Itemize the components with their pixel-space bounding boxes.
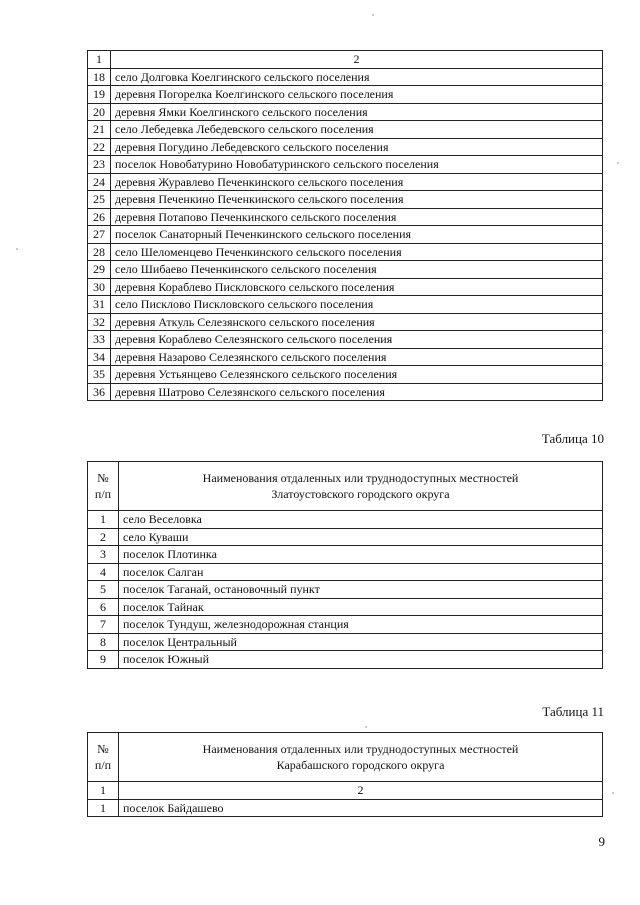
row-number-cell: 35 [88,366,111,384]
row-number-cell: 33 [88,331,111,349]
table-row [88,156,603,174]
settlement-name-cell: село Веселовка [119,511,603,529]
settlement-name-cell: деревня Шатрово Селезянского сельского поселения [111,383,603,401]
settlement-name-cell: деревня Погудино Лебедевского сельского поселения [111,138,603,156]
row-number-cell: 24 [88,173,111,191]
settlement-name-cell: поселок Новобатурино Новобатуринского сельского поселения [111,156,603,174]
table-row [88,313,603,331]
settlement-name-cell: поселок Санаторный Печенкинского сельского поселения [111,226,603,244]
table-row [88,331,603,349]
settlement-name-cell: деревня Журавлево Печенкинского сельского поселения [111,173,603,191]
settlement-name-cell: деревня Погорелка Коелгинского сельского поселения [111,86,603,104]
row-number-cell: 8 [88,633,119,651]
settlement-name-cell: село Шибаево Печенкинского сельского поселения [111,261,603,279]
row-number-cell: 3 [88,546,119,564]
table-column-number-row [88,51,603,69]
table-row [88,138,603,156]
table-row [88,651,603,669]
table-body [88,68,603,401]
table-row [88,243,603,261]
row-number-cell: 25 [88,191,111,209]
settlement-name-cell: деревня Устьянцево Селезянского сельского поселения [111,366,603,384]
row-number-cell: 27 [88,226,111,244]
settlement-name-cell: поселок Плотинка [119,546,603,564]
settlement-name-cell: поселок Южный [119,651,603,669]
row-number-cell: 31 [88,296,111,314]
row-number-cell: 26 [88,208,111,226]
table-row [88,296,603,314]
row-number-cell: 20 [88,103,111,121]
settlement-name-cell: поселок Тундуш, железнодорожная станция [119,616,603,634]
table-row [88,86,603,104]
scan-speck [372,14,374,16]
row-number-cell: 6 [88,598,119,616]
table-row [88,528,603,546]
table-row [88,616,603,634]
table-row [88,546,603,564]
row-number-cell: 5 [88,581,119,599]
settlement-name-cell: село Шеломенцево Печенкинского сельского поселения [111,243,603,261]
table-row [88,121,603,139]
row-number-cell: 28 [88,243,111,261]
row-number-cell: 32 [88,313,111,331]
settlement-name-cell: деревня Аткуль Селезянского сельского поселения [111,313,603,331]
table-row [88,366,603,384]
settlement-name-cell: деревня Ямки Коелгинского сельского поселения [111,103,603,121]
settlement-name-cell: село Долговка Коелгинского сельского поселения [111,68,603,86]
table-row [88,68,603,86]
row-number-cell: 4 [88,563,119,581]
table-row [88,278,603,296]
settlement-name-cell: поселок Байдашево [119,799,603,817]
table-row [88,511,603,529]
table-header-row [88,462,603,511]
table-row [88,226,603,244]
table-row [88,348,603,366]
table-row [88,563,603,581]
settlement-name-cell: деревня Кораблево Селезянского сельского поселения [111,331,603,349]
page-number: 9 [598,834,605,849]
table-column-number-row [88,782,603,800]
table-row [88,208,603,226]
settlement-name-cell: деревня Назарово Селезянского сельского поселения [111,348,603,366]
column-number-cell: 2 [119,782,603,800]
table-body [88,511,603,669]
header-number-cell: № п/п [88,462,119,511]
settlements-table-continued [87,50,603,401]
row-number-cell: 22 [88,138,111,156]
row-number-cell: 7 [88,616,119,634]
scan-speck [365,726,367,728]
table-body [88,799,603,817]
header-title-line: Златоустовского городского округа [271,487,450,501]
table-row [88,383,603,401]
row-number-cell: 2 [88,528,119,546]
row-number-cell: 18 [88,68,111,86]
settlement-name-cell: поселок Таганай, остановочный пункт [119,581,603,599]
table-row [88,103,603,121]
scan-speck [16,248,18,250]
settlement-name-cell: поселок Салган [119,563,603,581]
row-number-cell: 29 [88,261,111,279]
table-row [88,261,603,279]
table-row [88,581,603,599]
row-number-cell: 34 [88,348,111,366]
row-number-cell: 1 [88,511,119,529]
header-title-line: Карабашского городского округа [276,758,445,772]
row-number-cell: 9 [88,651,119,669]
table-row [88,633,603,651]
table-caption: Таблица 11 [542,704,604,719]
karabash-remote-areas-table [87,732,603,817]
table-row [88,173,603,191]
settlement-name-cell: поселок Тайнак [119,598,603,616]
settlement-name-cell: деревня Потапово Печенкинского сельского поселения [111,208,603,226]
row-number-cell: 30 [88,278,111,296]
table-row [88,799,603,817]
header-title-line: Наименования отдаленных или труднодоступных местностей [202,742,519,756]
header-title-line: Наименования отдаленных или труднодоступных местностей [202,471,519,485]
settlement-name-cell: село Куваши [119,528,603,546]
row-number-cell: 21 [88,121,111,139]
table-header-row [88,733,603,782]
settlement-name-cell: деревня Печенкино Печенкинского сельского поселения [111,191,603,209]
column-number-cell: 1 [88,51,111,69]
row-number-cell: 23 [88,156,111,174]
table-row [88,598,603,616]
row-number-cell: 36 [88,383,111,401]
column-number-cell: 1 [88,782,119,800]
table-row [88,191,603,209]
zlatoust-remote-areas-table [87,461,603,669]
column-number-cell: 2 [111,51,603,69]
table-caption: Таблица 10 [541,431,604,446]
header-title-cell [119,462,603,511]
scan-speck [617,162,619,164]
scan-speck [612,792,614,794]
settlement-name-cell: село Лебедевка Лебедевского сельского поселения [111,121,603,139]
row-number-cell: 1 [88,799,119,817]
settlement-name-cell: село Писклово Пискловского сельского поселения [111,296,603,314]
settlement-name-cell: поселок Центральный [119,633,603,651]
header-number-cell: № п/п [88,733,119,782]
header-title-cell [119,733,603,782]
settlement-name-cell: деревня Кораблево Пискловского сельского поселения [111,278,603,296]
row-number-cell: 19 [88,86,111,104]
